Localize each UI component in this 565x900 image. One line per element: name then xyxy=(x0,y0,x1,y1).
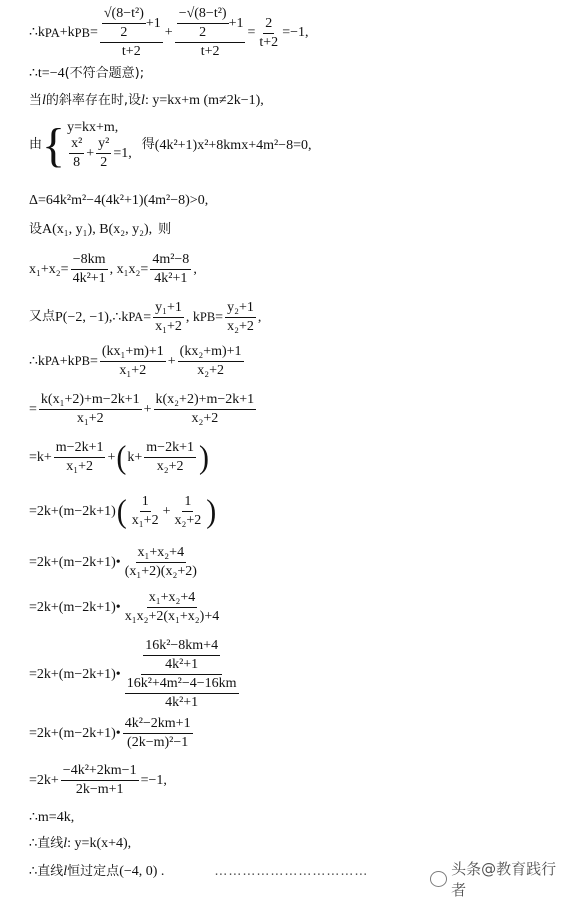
line-t-value: ∴t=−4 (不符合题意); xyxy=(29,65,145,81)
line-step-6: =2k+(m−2k+1)• $\frac{\text{x₁+x₂+4}}{\text{x₁x₂+2(x₁+x₂)+4}}$ xyxy=(29,590,220,625)
line-step-7: =2k+(m−2k+1)• $\frac{\frac{\text{16k²−8km+4}}{\text{4k²+1}}}{\frac{\text{16k²+4m²−4−16km}}{\text{4k²+1}}}$ xyxy=(29,638,243,711)
line-vieta: x₁+x₂= $\frac{-8km}{\text{4k²+1}}$ , x₁x₂= $\frac{\text{4m²−8}}{\text{4k²+1}}$ , xyxy=(29,252,197,287)
toutiao-logo-icon xyxy=(430,871,447,887)
line-m-value: ∴m=4k, xyxy=(29,810,75,825)
line-step-4: =2k+(m−2k+1) ( $\frac{1}{\text{x₁+2}}$ + $\frac{1}{\text{x₂+2}}$ ) xyxy=(29,492,217,530)
watermark: 头条@教育践行者 xyxy=(430,858,565,900)
line-discriminant: Δ=64k²m²−4(4k²+1)(4m²−8)>0, xyxy=(29,193,209,208)
line-step-3: =k+ $\frac{m-2k+1}{\text{x₁+2}}$ + ( k+ $\frac{m-2k+1}{\text{x₂+2}}$ ) xyxy=(29,438,209,476)
line-slope-sum-vertical: ∴k PA +k PB = $\frac{\text{√(8−t²)}}{2}$ +1 t+2 + $\frac{\text{−√(8−t²)}}{2}$ +1 t+2 = $\frac{2}{t+2}$ =−1, xyxy=(29,6,309,60)
line-fixed-point: ∴直线 l 恒过定点 (−4, 0) . …………………………… xyxy=(29,863,369,879)
line-slope-sum: ∴k PA +k PB = $\frac{\text{(kx₁+m)+1}}{\text{x₁+2}}$ + $\frac{\text{(kx₂+m)+1}}{\text{x₂+2}}$ xyxy=(29,344,242,379)
line-case-slope-exists: 当 l 的斜率存在时,设 l : y=kx+m (m≠2k−1), xyxy=(29,92,264,108)
line-step-8: =2k+(m−2k+1)• $\frac{\text{4k²−2km+1}}{\text{(2k−m)²−1}}$ xyxy=(29,716,191,751)
line-step-9: =2k+ $\frac{\text{−4k²+2km−1}}{2k-m+1}$ =−1, xyxy=(29,763,167,798)
line-step-5: =2k+(m−2k+1)• $\frac{\text{x₁+x₂+4}}{\text{(x₁+2)(x₂+2)}}$ xyxy=(29,545,197,580)
equation-system: { y=kx+m, $\frac{\text{x²}}{8}$ + $\frac{\text{y²}}{2}$ =1, xyxy=(42,118,132,172)
complex-fraction: $\frac{\frac{\text{16k²−8km+4}}{\text{4k²+1}}}{\frac{\text{16k²+4m²−4−16km}}{\text{4k²+1}}}$ xyxy=(126,638,237,711)
line-system: 由 { y=kx+m, $\frac{\text{x²}}{8}$ + $\frac{\text{y²}}{2}$ =1, 得 (4k²+1)x²+8kmx+4m²−8=0, xyxy=(29,118,312,172)
fraction: $\frac{\text{−√(8−t²)}}{2}$ +1 t+2 xyxy=(175,6,246,60)
fraction: $\frac{2}{t+2}$ xyxy=(259,15,279,50)
line-points: 设 A(x₁, y₁), B(x₂, y₂), 则 xyxy=(29,221,172,237)
fraction: $\frac{\text{√(8−t²)}}{2}$ +1 t+2 xyxy=(100,6,163,60)
line-step-2: = $\frac{\text{k(x₁+2)+m−2k+1}}{\text{x₁+2}}$ + $\frac{\text{k(x₂+2)+m−2k+1}}{\text{x₂+2}}$ xyxy=(29,392,255,427)
line-line-equation: ∴直线 l : y=k(x+4), xyxy=(29,835,132,851)
line-slopes: 又点 P(−2, −1), ∴k PA = $\frac{\text{y₁+1}}{\text{x₁+2}}$ , k PB = $\frac{\text{y₂+1}}{\text{x₂+2}}$ , xyxy=(29,300,262,335)
